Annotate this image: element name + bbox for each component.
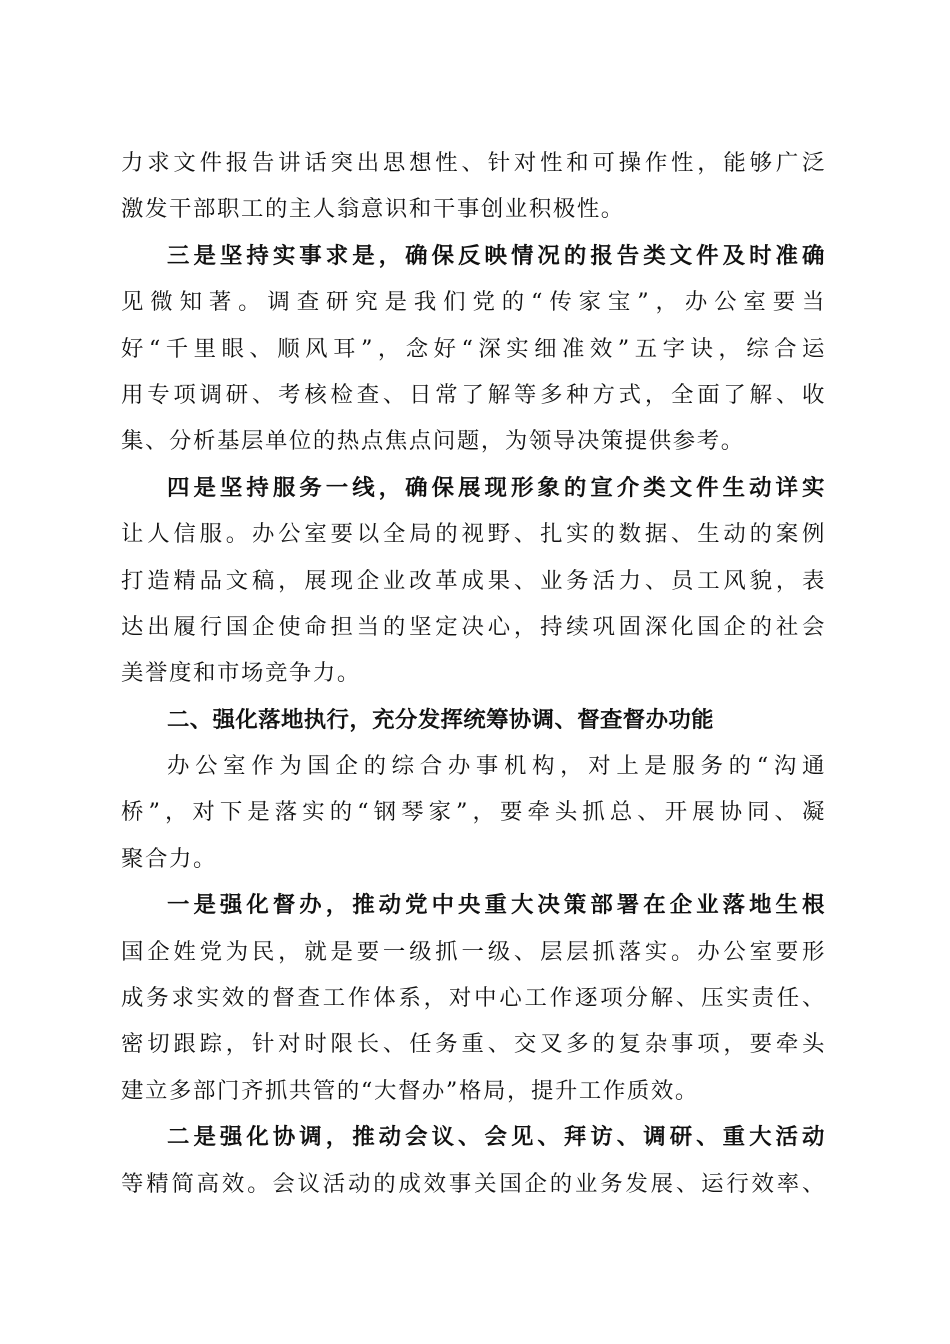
paragraph-line: 建立多部门齐抓共管的“大督办”格局，提升工作质效。 [121, 1077, 699, 1104]
point-one-lead: 一是强化督办，推动党中央重大决策部署在企业落地生根 [167, 892, 826, 919]
point-two-lead: 二是强化协调，推动会议、会见、拜访、调研、重大活动 [167, 1124, 826, 1151]
paragraph-line: 成务求实效的督查工作体系，对中心工作逐项分解、压实责任、 [121, 985, 826, 1012]
paragraph-line: 力求文件报告讲话突出思想性、针对性和可操作性，能够广泛 [121, 150, 826, 176]
paragraph-line: 聚合力。 [121, 845, 217, 872]
document-body [121, 140, 826, 1207]
paragraph-line: 好“千里眼、顺风耳”，念好“深实细准效”五字诀，综合运 [121, 335, 826, 362]
paragraph-line: 达出履行国企使命担当的坚定决心，持续巩固深化国企的社会 [121, 613, 826, 640]
paragraph-line: 让人信服。办公室要以全局的视野、扎实的数据、生动的案例 [121, 521, 826, 548]
paragraph-line: 打造精品文稿，展现企业改革成果、业务活力、员工风貌，表 [121, 567, 826, 594]
section-heading: 二、强化落地执行，充分发挥统筹协调、督查督办功能 [167, 706, 714, 733]
paragraph-line: 见微知著。调查研究是我们党的“传家宝”，办公室要当 [121, 289, 826, 316]
paragraph-line: 国企姓党为民，就是要一级抓一级、层层抓落实。办公室要形 [121, 938, 826, 965]
paragraph-line: 激发干部职工的主人翁意识和干事创业积极性。 [121, 196, 625, 223]
paragraph-line: 桥”，对下是落实的“钢琴家”，要牵头抓总、开展协同、凝 [121, 799, 826, 826]
paragraph-line: 用专项调研、考核检查、日常了解等多种方式，全面了解、收 [121, 381, 826, 408]
paragraph-line: 集、分析基层单位的热点焦点问题，为领导决策提供参考。 [121, 428, 745, 455]
paragraph-line: 美誉度和市场竞争力。 [121, 660, 361, 687]
paragraph-line: 密切跟踪，针对时限长、任务重、交叉多的复杂事项，要牵头 [121, 1031, 826, 1058]
point-four-lead: 四是坚持服务一线，确保展现形象的宣介类文件生动详实 [167, 474, 826, 501]
paragraph-line: 等精简高效。会议活动的成效事关国企的业务发展、运行效率、 [121, 1170, 826, 1197]
point-three-lead: 三是坚持实事求是，确保反映情况的报告类文件及时准确 [167, 242, 826, 269]
paragraph-line: 办公室作为国企的综合办事机构，对上是服务的“沟通 [167, 753, 826, 780]
